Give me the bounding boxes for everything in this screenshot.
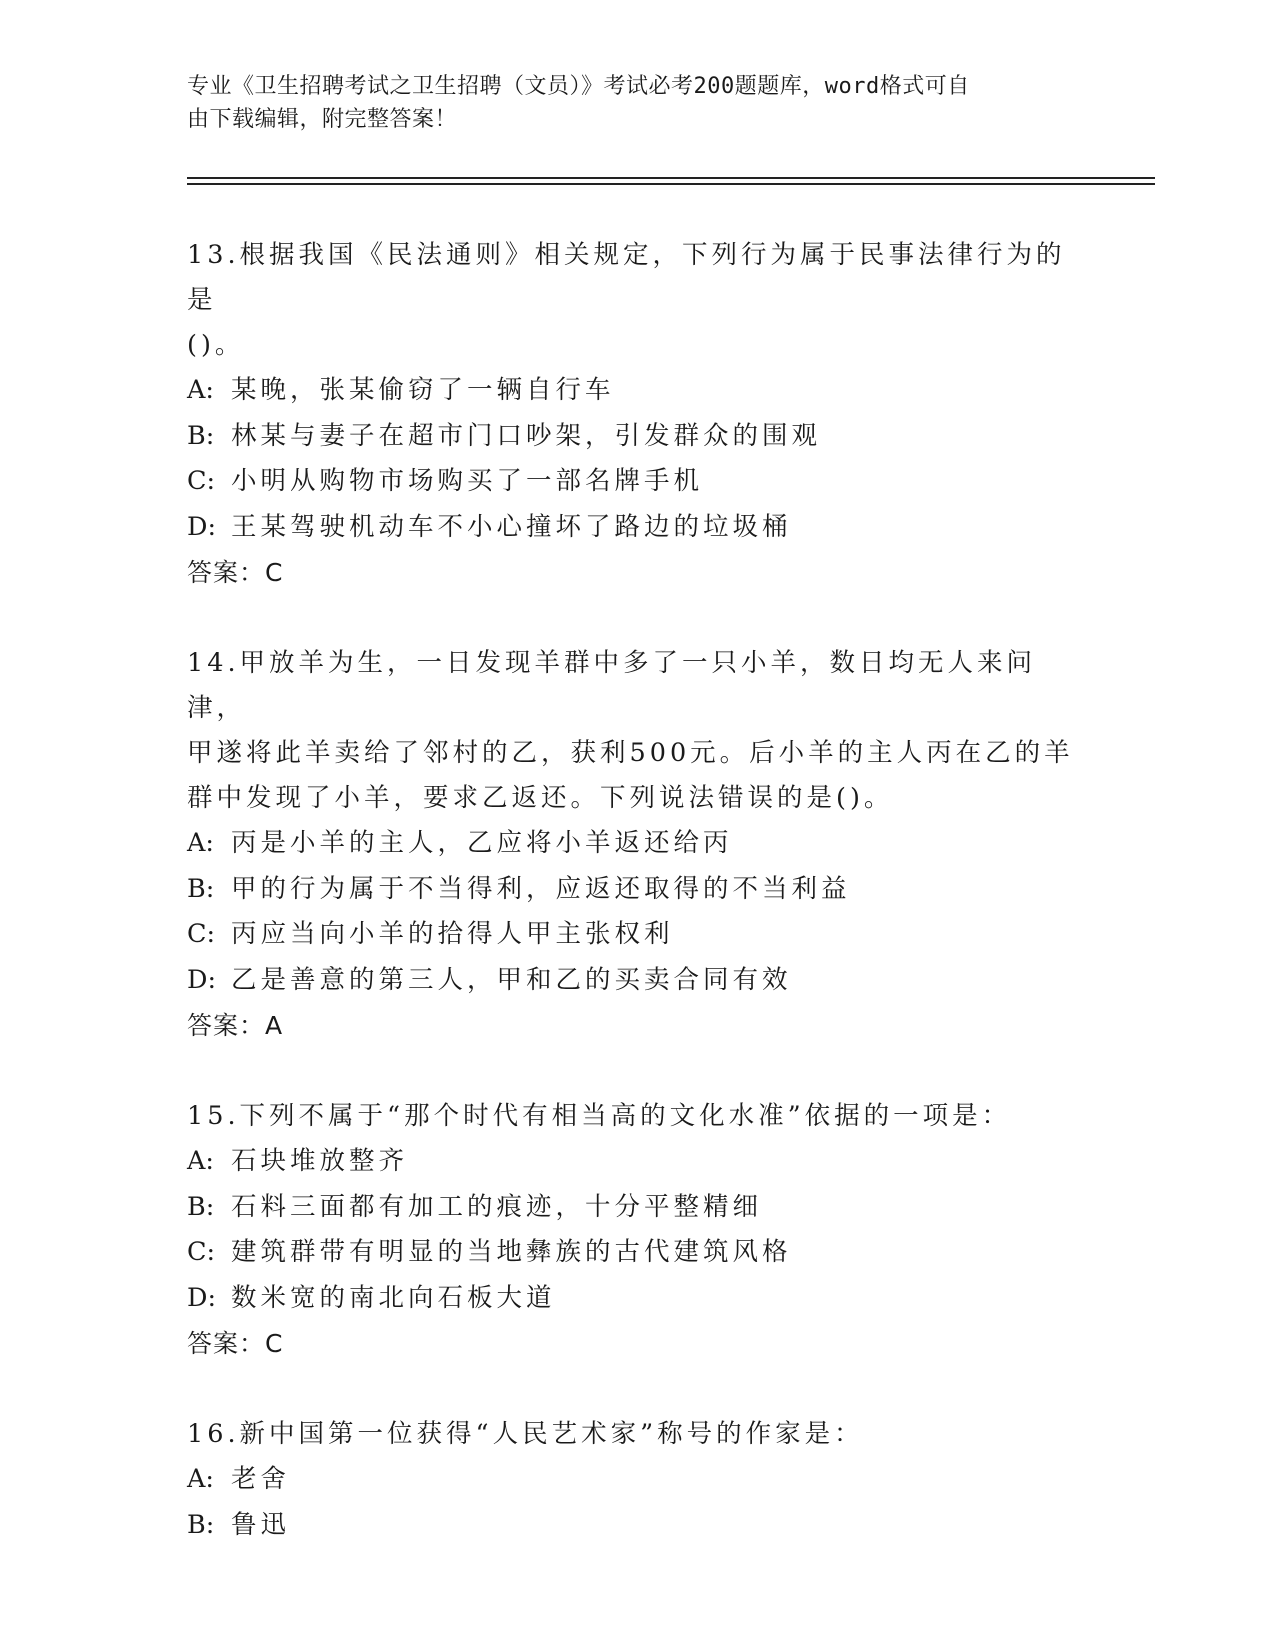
option-text: 老舍 [231,1464,291,1494]
option-letter: C: [187,1237,216,1267]
question-stem [187,233,1087,368]
option-letter: A: [187,375,215,405]
option-letter: C: [187,919,216,949]
header-divider-bottom [187,183,1155,185]
option-text: 鲁迅 [231,1509,291,1540]
option-text: 小明从购物市场购买了一部名牌手机 [231,466,704,496]
option-a [187,1457,1087,1503]
option-b [187,414,1087,460]
option-text: 石料三面都有加工的痕迹，十分平整精细 [231,1191,763,1222]
option-b [187,867,1087,913]
header-line-2: 由下载编辑，附完整答案！ [187,107,458,132]
option-text: 丙应当向小羊的拾得人甲主张权利 [231,919,674,949]
document-header [187,70,1067,136]
header-line-1: 专业《卫生招聘考试之卫生招聘（文员）》考试必考200题题库，word格式可自 [187,74,970,99]
stem-line: 15.下列不属于“那个时代有相当高的文化水准”依据的一项是： [187,1101,1012,1131]
option-letter: A: [187,1146,215,1176]
option-letter: B: [187,1509,215,1540]
option-d [187,505,1087,551]
option-text: 石块堆放整齐 [231,1146,409,1176]
option-d [187,1276,1087,1322]
answer-line: 答案：C [187,558,284,587]
answer-line: 答案：C [187,1329,284,1358]
option-a [187,1139,1087,1185]
stem-line: 14.甲放羊为生，一日发现羊群中多了一只小羊，数日均无人来问津， [187,648,1037,723]
question-stem [187,1412,1087,1457]
option-letter: B: [187,1191,215,1222]
stem-line: 13.根据我国《民法通则》相关规定，下列行为属于民事法律行为的是 [187,240,1066,315]
stem-line: 16.新中国第一位获得“人民艺术家”称号的作家是： [187,1419,864,1449]
option-c [187,459,1087,505]
stem-line: 甲遂将此羊卖给了邻村的乙，获利500元。后小羊的主人丙在乙的羊 [187,738,1074,768]
question-stem [187,1094,1087,1139]
option-letter: D: [187,964,217,995]
stem-line: 群中发现了小羊，要求乙返还。下列说法错误的是()。 [187,783,894,813]
header-divider-top [187,177,1155,179]
stem-line: ()。 [187,330,245,360]
option-text: 建筑群带有明显的当地彝族的古代建筑风格 [231,1237,792,1267]
option-c [187,1230,1087,1276]
answer-line: 答案：A [187,1011,284,1040]
option-letter: A: [187,828,215,858]
question-13 [187,233,1087,595]
option-b [187,1503,1087,1549]
option-text: 乙是善意的第三人，甲和乙的买卖合同有效 [231,964,792,995]
question-stem [187,641,1087,821]
option-b [187,1185,1087,1231]
option-a [187,821,1087,867]
question-14 [187,641,1087,1048]
option-text: 林某与妻子在超市门口吵架，引发群众的围观 [231,420,822,451]
option-a [187,368,1087,414]
question-list [187,233,1087,1594]
option-letter: C: [187,466,216,496]
option-text: 数米宽的南北向石板大道 [231,1282,556,1313]
option-d [187,958,1087,1004]
option-text: 丙是小羊的主人，乙应将小羊返还给丙 [231,828,733,858]
option-letter: D: [187,511,217,542]
question-16 [187,1412,1087,1548]
option-text: 王某驾驶机动车不小心撞坏了路边的垃圾桶 [231,511,792,542]
option-letter: A: [187,1464,215,1494]
option-letter: B: [187,420,215,451]
question-15 [187,1094,1087,1366]
option-text: 某晚，张某偷窃了一辆自行车 [231,375,615,405]
option-c [187,912,1087,958]
option-letter: D: [187,1282,217,1313]
option-text: 甲的行为属于不当得利，应返还取得的不当利益 [231,873,851,904]
option-letter: B: [187,873,215,904]
